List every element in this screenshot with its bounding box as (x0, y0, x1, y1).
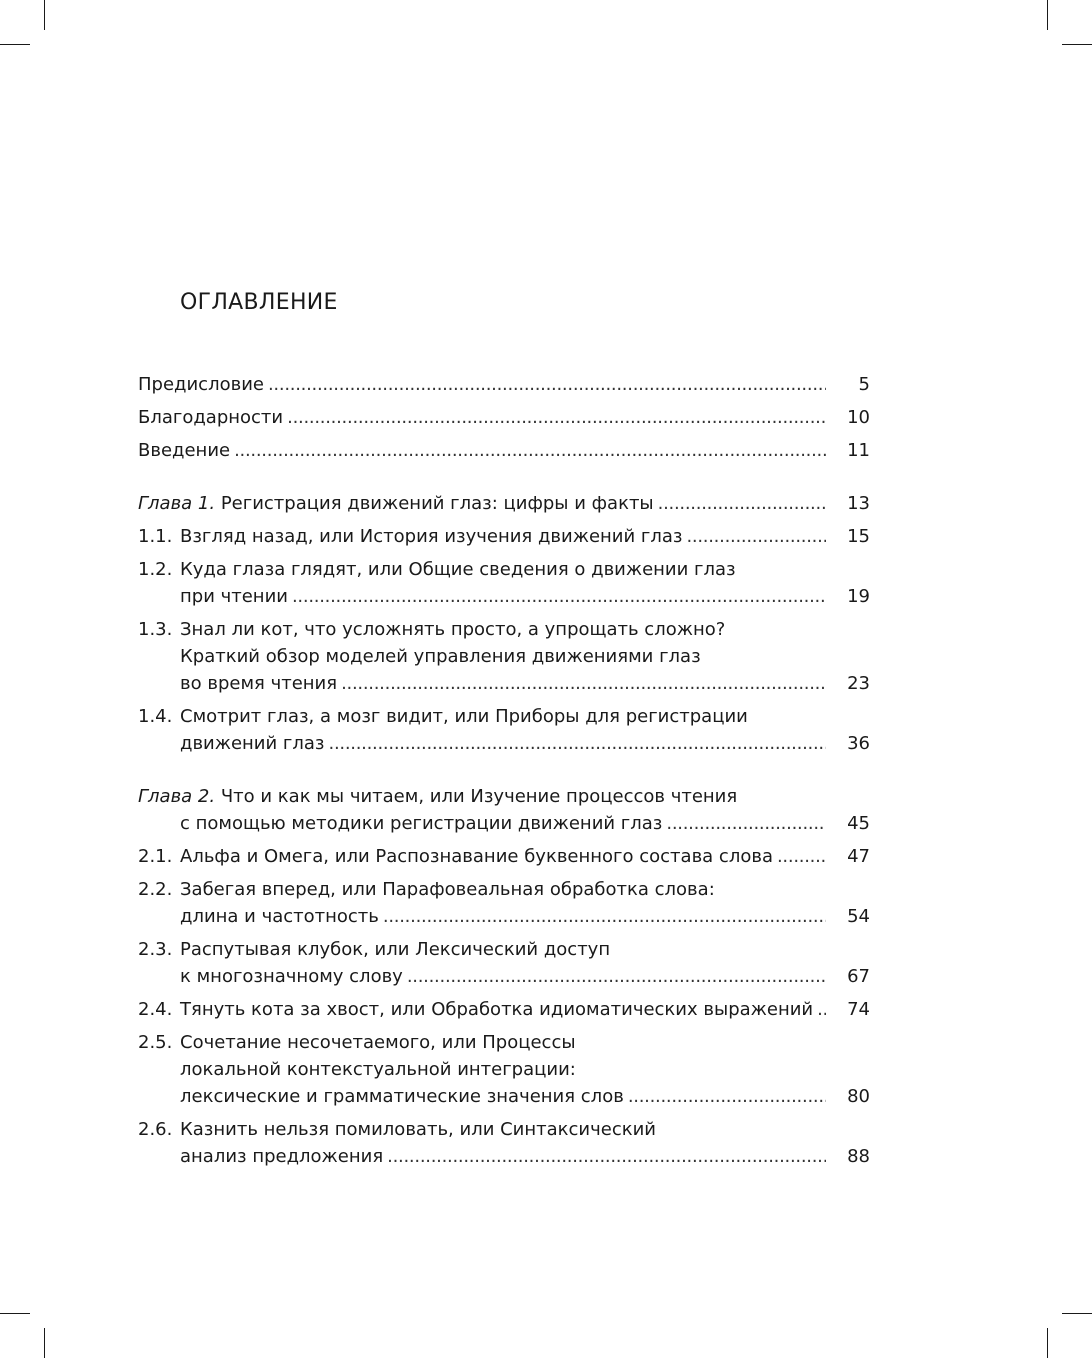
toc-entry[interactable] (138, 556, 870, 610)
dot-leader (817, 996, 826, 1023)
toc-entry-line (138, 643, 870, 670)
toc-entry-line (138, 963, 870, 990)
chapter-label: Глава 2. (138, 786, 216, 807)
toc-entry-line (138, 616, 870, 643)
dot-leader (287, 404, 826, 431)
dot-leader (387, 1143, 826, 1170)
dot-leader (628, 1083, 826, 1110)
section-number: 2.2. (138, 879, 173, 900)
toc-entry[interactable] (138, 876, 870, 930)
dot-leader (329, 730, 827, 757)
page-number: 23 (847, 673, 870, 694)
page-number: 36 (847, 733, 870, 754)
toc-entry-line (138, 1116, 870, 1143)
toc-entry-line (138, 556, 870, 583)
toc-entry-line (138, 903, 870, 930)
toc-entry-line (138, 490, 870, 517)
page-number: 5 (858, 374, 870, 395)
section-number: 1.1. (138, 526, 173, 547)
crop-mark (44, 1328, 45, 1358)
entry-title: с помощью методики регистрации движений глаз (180, 813, 663, 834)
entry-title: Краткий обзор моделей управления движениями глаз (180, 646, 701, 667)
toc-entry[interactable] (138, 1116, 870, 1170)
page-number: 10 (847, 407, 870, 428)
toc-entry-line (138, 371, 870, 398)
toc-entry[interactable] (138, 936, 870, 990)
entry-title: Знал ли кот, что усложнять просто, а упрощать сложно? (180, 619, 726, 640)
toc-entry-line (138, 783, 870, 810)
entry-title: движений глаз (180, 733, 325, 754)
section-number: 2.4. (138, 999, 173, 1020)
page-number: 19 (847, 586, 870, 607)
toc-entry[interactable] (138, 523, 870, 550)
entry-title: Тянуть кота за хвост, или Обработка идиоматических выражений (180, 999, 814, 1020)
entry-title: Смотрит глаз, а мозг видит, или Приборы для регистрации (180, 706, 748, 727)
toc-entry[interactable] (138, 490, 870, 517)
toc-entry-line (138, 523, 870, 550)
toc-entry-line (138, 1083, 870, 1110)
section-number: 1.2. (138, 559, 173, 580)
page-title: ОГЛАВЛЕНИЕ (180, 290, 338, 315)
entry-title: при чтении (180, 586, 288, 607)
entry-title: во время чтения (180, 673, 338, 694)
dot-leader (777, 843, 826, 870)
section-number: 2.1. (138, 846, 173, 867)
toc-entry[interactable] (138, 371, 870, 398)
dot-leader (686, 523, 826, 550)
entry-title: длина и частотность (180, 906, 379, 927)
entry-title: Взгляд назад, или История изучения движений глаз (180, 526, 683, 547)
entry-title: Предисловие (138, 374, 264, 395)
toc-entry[interactable] (138, 996, 870, 1023)
crop-mark (0, 44, 30, 45)
toc-entry-line (138, 730, 870, 757)
page-number: 45 (847, 813, 870, 834)
toc-entry-line (138, 437, 870, 464)
toc-entry-line (138, 1056, 870, 1083)
toc-entry-line (138, 1029, 870, 1056)
section-number: 2.3. (138, 939, 173, 960)
entry-spacer (138, 464, 870, 490)
entry-title: анализ предложения (180, 1146, 384, 1167)
toc-entry-line (138, 670, 870, 697)
entry-title: Забегая вперед, или Парафовеальная обработка слова: (180, 879, 715, 900)
page-number: 13 (847, 493, 870, 514)
toc-entry-line (138, 876, 870, 903)
crop-mark (44, 0, 45, 30)
section-number: 1.3. (138, 619, 173, 640)
toc-entry[interactable] (138, 437, 870, 464)
dot-leader (292, 583, 826, 610)
entry-title: локальной контекстуальной интеграции: (180, 1059, 576, 1080)
page-number: 11 (847, 440, 870, 461)
dot-leader (383, 903, 826, 930)
toc-entry[interactable] (138, 703, 870, 757)
entry-title: Альфа и Омега, или Распознавание буквенного состава слова (180, 846, 773, 867)
toc-entry-line (138, 810, 870, 837)
entry-title: Благодарности (138, 407, 284, 428)
table-of-contents (138, 371, 870, 1170)
page-number: 47 (847, 846, 870, 867)
crop-mark (0, 1313, 30, 1314)
entry-title: Введение (138, 440, 231, 461)
entry-title: Сочетание несочетаемого, или Процессы (180, 1032, 576, 1053)
dot-leader (666, 810, 826, 837)
page-number: 54 (847, 906, 870, 927)
crop-mark (1047, 0, 1048, 30)
toc-entry-line (138, 404, 870, 431)
page-number: 15 (847, 526, 870, 547)
crop-mark (1062, 44, 1092, 45)
section-number: 2.6. (138, 1119, 173, 1140)
entry-title: к многозначному слову (180, 966, 403, 987)
entry-title: Куда глаза глядят, или Общие сведения о движении глаз (180, 559, 736, 580)
section-number: 1.4. (138, 706, 173, 727)
chapter-label: Глава 1. (138, 493, 216, 514)
dot-leader (234, 437, 826, 464)
toc-entry[interactable] (138, 783, 870, 837)
entry-title: Глава 1. Регистрация движений глаз: цифры и факты (138, 493, 654, 514)
dot-leader (658, 490, 826, 517)
page-number: 80 (847, 1086, 870, 1107)
dot-leader (407, 963, 826, 990)
section-number: 2.5. (138, 1032, 173, 1053)
entry-spacer (138, 757, 870, 783)
crop-mark (1062, 1313, 1092, 1314)
toc-entry[interactable] (138, 843, 870, 870)
toc-entry[interactable] (138, 1029, 870, 1110)
toc-entry[interactable] (138, 404, 870, 431)
toc-entry[interactable] (138, 616, 870, 697)
toc-entry-line (138, 583, 870, 610)
page-number: 67 (847, 966, 870, 987)
dot-leader (341, 670, 826, 697)
entry-title: Распутывая клубок, или Лексический доступ (180, 939, 611, 960)
entry-title: Глава 2. Что и как мы читаем, или Изучение процессов чтения (138, 786, 738, 807)
entry-title: лексические и грамматические значения слов (180, 1086, 624, 1107)
toc-entry-line (138, 1143, 870, 1170)
toc-entry-line (138, 703, 870, 730)
crop-mark (1047, 1328, 1048, 1358)
toc-entry-line (138, 843, 870, 870)
toc-entry-line (138, 936, 870, 963)
entry-title: Казнить нельзя помиловать, или Синтаксический (180, 1119, 657, 1140)
page-number: 88 (847, 1146, 870, 1167)
toc-entry-line (138, 996, 870, 1023)
dot-leader (268, 371, 826, 398)
page-number: 74 (847, 999, 870, 1020)
